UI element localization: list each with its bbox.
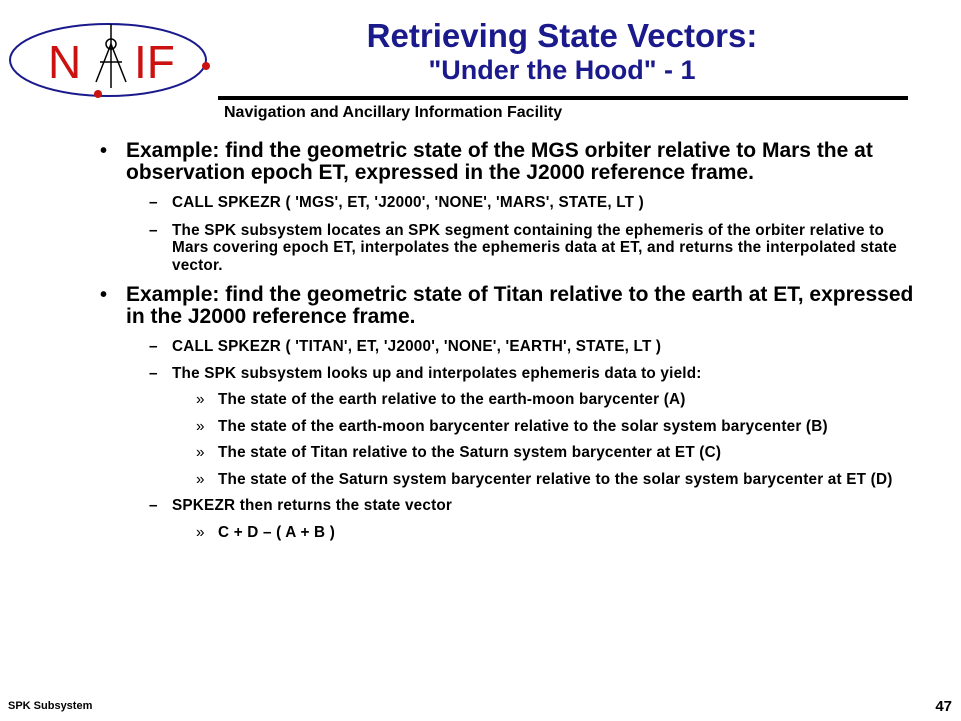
list-item	[0, 391, 961, 409]
logo-planet-dot	[202, 62, 210, 70]
dash-marker: –	[149, 364, 158, 382]
title-line-1: Retrieving State Vectors:	[366, 17, 758, 54]
list-item	[0, 444, 961, 462]
logo-planet-dot	[94, 90, 102, 98]
returns-text: SPKEZR then returns the state vector	[172, 497, 453, 514]
bullet-example-1	[0, 140, 961, 184]
call-1-text: CALL SPKEZR ( 'MGS', ET, 'J2000', 'NONE', 'MARS', STATE, LT )	[172, 194, 644, 211]
example-2-text: Example: find the geometric state of Titan relative to the earth at ET, expressed in the J2000 reference frame.	[126, 283, 914, 328]
list-item	[0, 418, 961, 436]
bullet-marker: •	[100, 284, 108, 306]
sub-bullet-call-2	[0, 338, 961, 356]
slide-title	[232, 18, 892, 86]
dash-marker: –	[149, 497, 158, 514]
facility-subtitle: Navigation and Ancillary Information Facility	[224, 104, 563, 121]
header-rule	[218, 96, 908, 100]
sub-bullet-returns	[0, 497, 961, 515]
item-d-text: The state of the Saturn system barycenter relative to the solar system barycenter at ET (D)	[218, 470, 893, 488]
item-a-text: The state of the earth relative to the earth-moon barycenter (A)	[218, 391, 686, 408]
desc-1-text: The SPK subsystem locates an SPK segment containing the ephemeris of the orbiter relative to Mars covering epoch ET, interpolates the ephemeris data at ET, and returns the interpolated state vector.	[172, 221, 897, 274]
list-item	[0, 471, 961, 489]
item-b-text: The state of the earth-moon barycenter relative to the solar system barycenter (B)	[218, 417, 828, 435]
slide-content	[0, 140, 961, 541]
naif-logo	[8, 18, 222, 110]
dash-marker: –	[149, 338, 158, 355]
logo-letters-if: IF	[134, 36, 175, 88]
bullet-example-2	[0, 284, 961, 328]
dash-marker: –	[149, 221, 158, 239]
dash-marker: –	[149, 194, 158, 211]
logo-letter-n: N	[48, 36, 82, 88]
bullet-marker: •	[100, 140, 108, 162]
example-1-text: Example: find the geometric state of the MGS orbiter relative to Mars the at observation epoch ET, expressed in the J2000 reference frame.	[126, 139, 873, 184]
sub-marker: »	[196, 523, 205, 541]
logo-compass-icon	[96, 24, 126, 88]
page-number: 47	[935, 698, 952, 715]
sub-marker: »	[196, 470, 205, 488]
call-2-text: CALL SPKEZR ( 'TITAN', ET, 'J2000', 'NONE', 'EARTH', STATE, LT )	[172, 338, 662, 355]
sub-bullet-desc-2	[0, 365, 961, 383]
logo-orbit-ellipse	[10, 24, 206, 96]
formula-text: C + D – ( A + B )	[218, 523, 336, 541]
item-c-text: The state of Titan relative to the Saturn system barycenter at ET (C)	[218, 444, 722, 461]
list-item	[0, 524, 961, 542]
sub-marker: »	[196, 417, 205, 435]
desc-2-text: The SPK subsystem looks up and interpolates ephemeris data to yield:	[172, 364, 702, 382]
footer-section-label: SPK Subsystem	[8, 700, 93, 712]
sub-marker: »	[196, 391, 205, 408]
sub-bullet-call-1	[0, 194, 961, 212]
title-line-2: "Under the Hood" - 1	[428, 55, 696, 85]
sub-marker: »	[196, 444, 205, 461]
sub-bullet-desc-1	[0, 222, 961, 275]
